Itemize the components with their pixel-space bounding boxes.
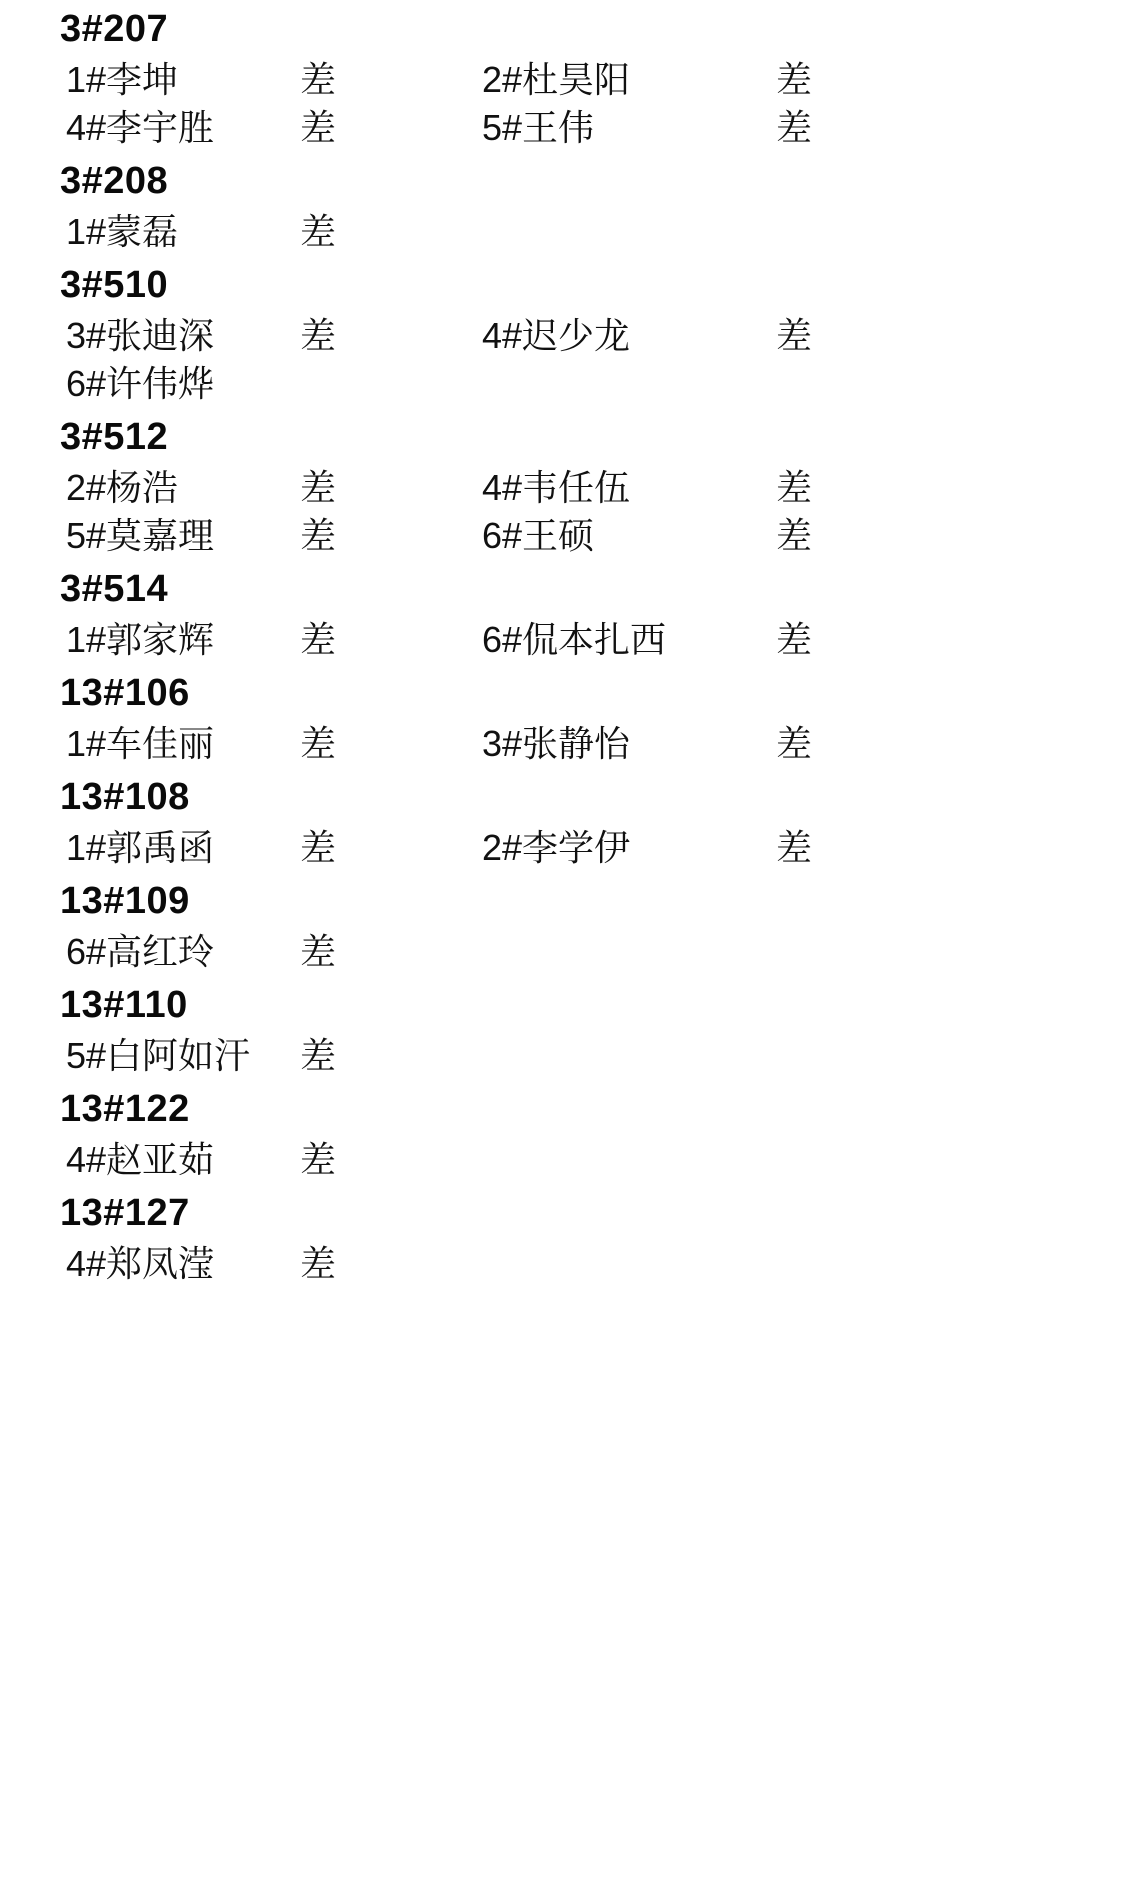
roster-entry bbox=[476, 59, 876, 100]
rating-mark: 差 bbox=[776, 107, 813, 148]
room-group bbox=[0, 1080, 1122, 1184]
roster-entry bbox=[0, 515, 476, 556]
person-name: 5#莫嘉理 bbox=[66, 515, 215, 556]
rating-mark: 差 bbox=[776, 59, 813, 100]
room-group bbox=[0, 1184, 1122, 1288]
room-group bbox=[0, 664, 1122, 768]
room-group bbox=[0, 152, 1122, 256]
person-name: 1#李坤 bbox=[66, 59, 179, 100]
roster-entry bbox=[0, 827, 476, 868]
room-number: 3#514 bbox=[60, 568, 169, 610]
person-name: 5#白阿如汗 bbox=[66, 1035, 251, 1076]
roster-row bbox=[0, 512, 1122, 560]
rating-mark: 差 bbox=[300, 107, 337, 148]
person-name: 6#王硕 bbox=[482, 515, 595, 556]
roster-row bbox=[0, 56, 1122, 104]
rating-mark: 差 bbox=[776, 315, 813, 356]
room-group bbox=[0, 0, 1122, 152]
person-name: 6#高红玲 bbox=[66, 931, 215, 972]
rating-mark: 差 bbox=[300, 723, 337, 764]
roster-entry bbox=[0, 619, 476, 660]
roster-row bbox=[0, 312, 1122, 360]
person-name: 4#迟少龙 bbox=[482, 315, 631, 356]
person-name: 5#王伟 bbox=[482, 107, 595, 148]
room-number: 3#512 bbox=[60, 416, 169, 458]
roster-entry bbox=[0, 931, 476, 972]
roster-entry bbox=[476, 315, 876, 356]
roster-row bbox=[0, 824, 1122, 872]
rating-mark: 差 bbox=[300, 467, 337, 508]
roster-entry bbox=[0, 1035, 476, 1076]
roster-row bbox=[0, 464, 1122, 512]
person-name: 1#郭禹函 bbox=[66, 827, 215, 868]
roster-entry bbox=[476, 107, 876, 148]
roster-entry bbox=[0, 467, 476, 508]
roster-row bbox=[0, 104, 1122, 152]
roster-entry bbox=[0, 1243, 476, 1284]
rating-mark: 差 bbox=[300, 515, 337, 556]
room-group bbox=[0, 256, 1122, 408]
roster-row bbox=[0, 616, 1122, 664]
roster-entry bbox=[0, 59, 476, 100]
roster-row bbox=[0, 720, 1122, 768]
roster-entry bbox=[0, 1139, 476, 1180]
rating-mark: 差 bbox=[776, 515, 813, 556]
rating-mark: 差 bbox=[776, 723, 813, 764]
room-group bbox=[0, 872, 1122, 976]
roster-entry bbox=[0, 723, 476, 764]
person-name: 6#侃本扎西 bbox=[482, 619, 667, 660]
roster-entry bbox=[0, 315, 476, 356]
roster-entry bbox=[476, 515, 876, 556]
person-name: 4#郑凤滢 bbox=[66, 1243, 215, 1284]
room-group bbox=[0, 408, 1122, 560]
roster-row bbox=[0, 928, 1122, 976]
person-name: 2#李学伊 bbox=[482, 827, 631, 868]
rating-mark: 差 bbox=[776, 467, 813, 508]
person-name: 1#郭家辉 bbox=[66, 619, 215, 660]
person-name: 4#韦任伍 bbox=[482, 467, 631, 508]
room-group bbox=[0, 976, 1122, 1080]
rating-mark: 差 bbox=[300, 1139, 337, 1180]
roster-row bbox=[0, 208, 1122, 256]
rating-mark: 差 bbox=[300, 315, 337, 356]
rating-mark: 差 bbox=[300, 59, 337, 100]
person-name: 4#赵亚茹 bbox=[66, 1139, 215, 1180]
roster-entry bbox=[0, 107, 476, 148]
room-number: 13#127 bbox=[60, 1192, 190, 1234]
roster-entry bbox=[0, 211, 476, 252]
roster-entry bbox=[0, 363, 476, 404]
room-number: 13#106 bbox=[60, 672, 190, 714]
roster-entry bbox=[476, 467, 876, 508]
person-name: 2#杨浩 bbox=[66, 467, 179, 508]
roster-row bbox=[0, 1240, 1122, 1288]
rating-mark: 差 bbox=[776, 827, 813, 868]
rating-mark: 差 bbox=[300, 1243, 337, 1284]
rating-mark: 差 bbox=[300, 931, 337, 972]
rating-mark: 差 bbox=[300, 211, 337, 252]
rating-mark: 差 bbox=[300, 827, 337, 868]
rating-mark: 差 bbox=[300, 619, 337, 660]
room-group bbox=[0, 768, 1122, 872]
room-number: 13#110 bbox=[60, 984, 188, 1026]
roster-entry bbox=[476, 827, 876, 868]
person-name: 3#张迪深 bbox=[66, 315, 215, 356]
roster-row bbox=[0, 1136, 1122, 1184]
person-name: 4#李宇胜 bbox=[66, 107, 215, 148]
room-number: 3#208 bbox=[60, 160, 169, 202]
roster-row bbox=[0, 360, 1122, 408]
room-number: 3#510 bbox=[60, 264, 169, 306]
roster-row bbox=[0, 1032, 1122, 1080]
person-name: 2#杜昊阳 bbox=[482, 59, 631, 100]
person-name: 1#蒙磊 bbox=[66, 211, 179, 252]
person-name: 3#张静怡 bbox=[482, 723, 631, 764]
room-number: 3#207 bbox=[60, 8, 169, 50]
person-name: 6#许伟烨 bbox=[66, 363, 215, 404]
person-name: 1#车佳丽 bbox=[66, 723, 215, 764]
room-number: 13#109 bbox=[60, 880, 190, 922]
room-number: 13#108 bbox=[60, 776, 190, 818]
roster-entry bbox=[476, 723, 876, 764]
rating-mark: 差 bbox=[300, 1035, 337, 1076]
roster-entry bbox=[476, 619, 876, 660]
rating-mark: 差 bbox=[776, 619, 813, 660]
room-group bbox=[0, 560, 1122, 664]
room-number: 13#122 bbox=[60, 1088, 190, 1130]
